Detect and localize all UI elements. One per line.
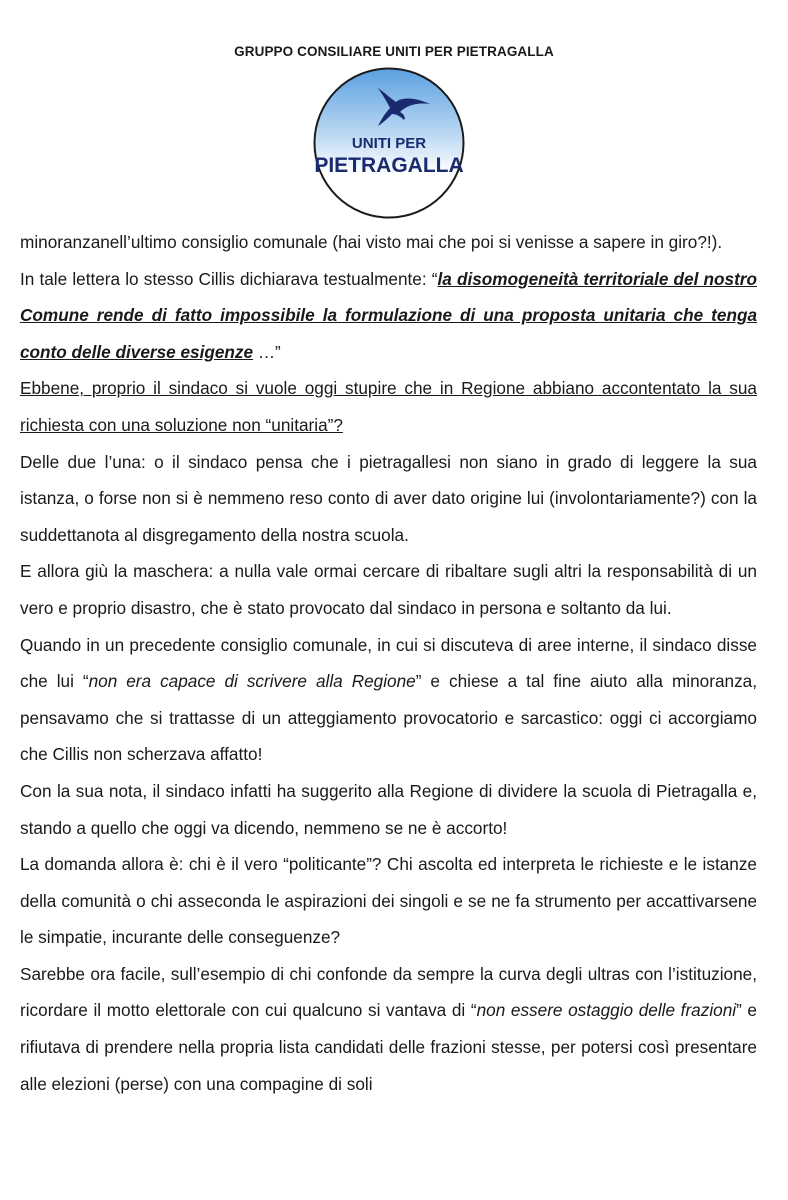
paragraph: Delle due l’una: o il sindaco pensa che i pietragallesi non siano in grado di leggere la sua istanza, o forse non si è nemmeno reso conto di aver dato origine lui (involontariamente?) con la suddettanota al disgregamento della nostra scuola. — [20, 451, 757, 545]
quoted-statement: la disomogeneità territoriale del nostro Comune rende di fatto impossibile la formulazione di una proposta unitaria che tenga conto delle diverse esigenze — [20, 268, 757, 362]
quoted-statement: non essere ostaggio delle frazioni — [476, 1000, 737, 1021]
paragraph-outro: …” — [253, 341, 281, 362]
quoted-statement: non era capace di scrivere alla Regione — [88, 671, 416, 692]
logo-line-1: UNITI PER — [351, 135, 427, 152]
paragraph-intro: In tale lettera lo stesso Cillis dichiarava testualmente: “ — [20, 268, 438, 289]
logo-line-2: PIETRAGALLA — [314, 154, 464, 177]
paragraph-text: Sarebbe ora facile, sull’esempio di chi confonde da sempre la curva degli ultras con l’istituzione, ricordare il motto elettorale con cui qualcuno si vantava di “ — [20, 963, 757, 1021]
letter-body — [20, 224, 757, 1102]
party-logo — [312, 66, 466, 220]
paragraph: minoranzanell’ultimo consiglio comunale (hai visto mai che poi si venisse a sapere in giro?!). — [20, 232, 723, 252]
paragraph: E allora giù la maschera: a nulla vale ormai cercare di ribaltare sugli altri la responsabilità di un vero e proprio disastro, che è stato provocato dal sindaco in persona e soltanto da lui. — [20, 561, 757, 618]
paragraph: Ebbene, proprio il sindaco si vuole oggi stupire che in Regione abbiano accontentato la sua richiesta con una soluzione non “unitaria”? — [20, 378, 757, 435]
paragraph: Con la sua nota, il sindaco infatti ha suggerito alla Regione di dividere la scuola di Pietragalla e, stando a quello che oggi va dicendo, nemmeno se ne è accorto! — [20, 780, 757, 838]
paragraph-text: Quando in un precedente consiglio comunale, in cui si discuteva di aree interne, il sindaco disse che lui “ — [20, 634, 757, 692]
group-title: GRUPPO CONSILIARE UNITI PER PIETRAGALLA — [234, 44, 554, 59]
paragraph-text: ” e rifiutava di prendere nella propria lista candidati delle frazioni stesse, per potersi così presentare alle elezioni (perse) con una compagine di soli — [20, 1000, 757, 1094]
paragraph — [20, 261, 757, 371]
paragraph — [20, 956, 757, 1102]
paragraph-text: ” e chiese a tal fine aiuto alla minoranza, pensavamo che si trattasse di un atteggiamento provocatorio e sarcastico: oggi ci accorgiamo che Cillis non scherzava affatto! — [20, 671, 757, 765]
paragraph — [20, 627, 757, 773]
paragraph: La domanda allora è: chi è il vero “politicante”? Chi ascolta ed interpreta le richieste e le istanze della comunità o chi asseconda le aspirazioni dei singoli e se ne fa strumento per accattivarsene le simpatie, incurante delle conseguenze? — [20, 854, 757, 948]
